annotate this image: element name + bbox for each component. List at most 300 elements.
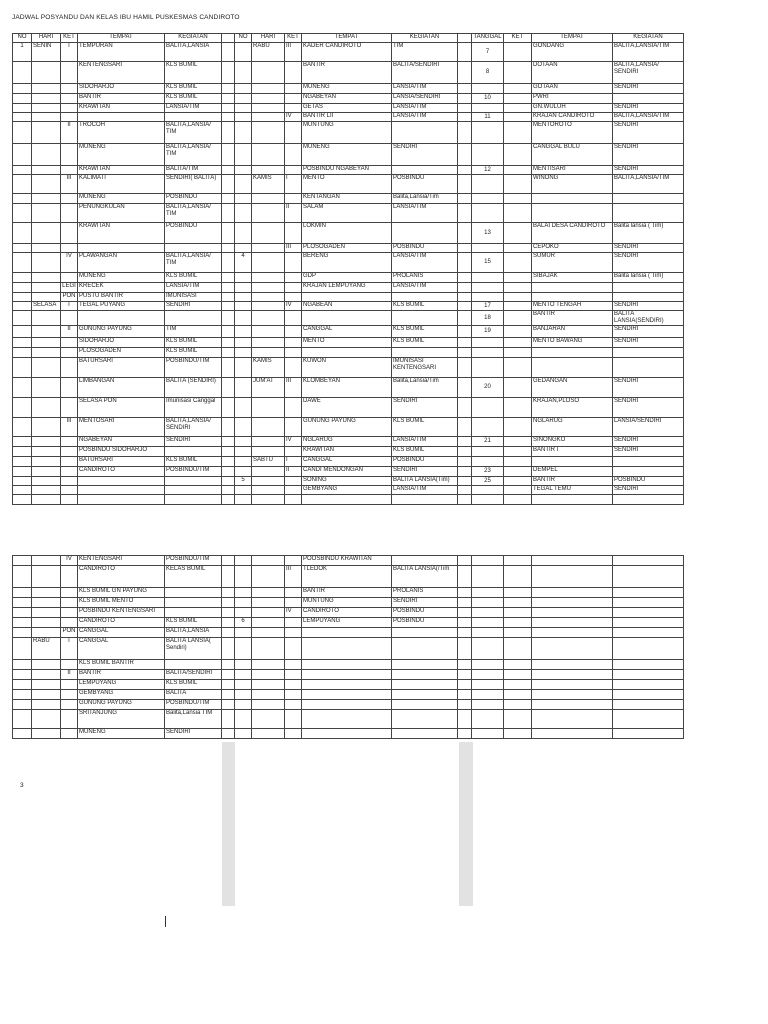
table-cell [235,598,252,608]
table-cell [252,338,285,348]
table-cell [285,398,302,418]
table-row [13,447,684,457]
table-cell [235,338,252,348]
table-cell: PON [61,628,78,638]
table-row [13,194,684,204]
column-header: KEGIATAN [165,34,222,43]
table-cell [472,104,504,113]
table-row [13,244,684,253]
table-cell [165,588,222,598]
table-cell [165,477,222,486]
table-cell [252,273,285,283]
text-cursor [165,916,166,927]
table-cell: SENDIRI [165,729,222,739]
table-cell [235,495,252,505]
table-cell [252,223,285,244]
table-cell [504,293,532,302]
table-cell [61,598,78,608]
table-cell: IV [61,556,78,566]
table-cell [613,293,684,302]
schedule-table-continued [12,555,684,739]
table-cell [532,628,613,638]
table-cell: KENTANGAN [302,194,392,204]
table-cell: Imunisasi Canggal [165,398,222,418]
table-cell [285,293,302,302]
table-row [13,556,684,566]
table-cell [504,457,532,467]
table-cell: KELAS BUMIL [165,566,222,588]
table-cell [504,378,532,398]
table-cell [32,556,61,566]
column-header [222,34,235,43]
table-cell [302,729,392,739]
table-cell [235,588,252,598]
table-cell: SENDIRI [392,598,458,608]
table-cell [222,293,235,302]
table-cell [32,710,61,729]
table-cell [285,94,302,104]
table-cell: GEMBYANG [78,690,165,700]
table-cell [235,302,252,311]
table-cell [222,244,235,253]
table-cell: SENDIRI [165,437,222,447]
table-cell [285,253,302,273]
table-cell [222,358,235,378]
table-cell [13,326,32,338]
column-header: TEMPAT [532,34,613,43]
table-cell [61,338,78,348]
table-cell: KRAWITAN [302,447,392,457]
table-cell [235,556,252,566]
table-row [13,113,684,122]
table-cell [252,104,285,113]
table-cell: PLOSOGADEN [302,244,392,253]
table-cell [222,495,235,505]
table-row [13,122,684,144]
table-cell: III [285,378,302,398]
table-cell [13,457,32,467]
table-cell [13,486,32,495]
table-cell: SIDOHARJO [78,84,165,94]
table-row [13,618,684,628]
table-cell: 15 [472,253,504,273]
table-cell [472,398,504,418]
table-cell [222,628,235,638]
table-cell: SENDIRI [613,378,684,398]
table-cell [472,293,504,302]
table-cell [13,566,32,588]
table-cell: SELASA PON [78,398,165,418]
table-cell [458,598,472,608]
table-cell [392,348,458,358]
table-cell [32,398,61,418]
table-cell [252,680,285,690]
table-cell [613,690,684,700]
table-cell [13,670,32,680]
table-cell [504,566,532,588]
table-cell [504,273,532,283]
table-cell [285,194,302,204]
table-cell: SENDIRI [165,302,222,311]
table-cell [13,729,32,739]
table-cell [13,244,32,253]
table-cell [392,638,458,660]
table-cell [252,253,285,273]
table-cell [235,104,252,113]
table-cell: 21 [472,437,504,447]
table-cell: LANSIA/SENDIRI [613,418,684,437]
table-cell [252,638,285,660]
table-cell [532,700,613,710]
table-cell: SENDIRI [392,144,458,166]
table-cell: I [61,43,78,62]
table-cell [61,273,78,283]
table-cell [392,223,458,244]
table-row [13,467,684,477]
table-cell [472,486,504,495]
table-cell: LANSIA/TIM [392,113,458,122]
table-cell [504,326,532,338]
table-cell: TEGAL TEMU [532,486,613,495]
table-cell: BERENG [302,253,392,273]
table-cell: III [285,43,302,62]
table-cell [458,302,472,311]
table-cell [32,122,61,144]
table-cell [285,223,302,244]
table-cell: SALAM [302,204,392,223]
table-cell: I [61,302,78,311]
table-cell: BALITA,LANSIA/TIM [613,175,684,194]
column-header: TEMPAT [302,34,392,43]
table-cell: KLS BUMIL [392,447,458,457]
table-cell [458,348,472,358]
table-row [13,378,684,398]
table-cell [472,638,504,660]
table-cell [32,144,61,166]
table-cell [13,204,32,223]
table-cell [32,244,61,253]
table-cell [458,253,472,273]
table-cell: DAWE [302,398,392,418]
table-cell [472,447,504,457]
table-cell [61,437,78,447]
table-cell [532,618,613,628]
table-cell [458,358,472,378]
table-cell: JUM'AT [252,378,285,398]
table-cell [32,628,61,638]
table-cell [613,608,684,618]
table-cell: PLAWANGAN [78,253,165,273]
table-cell: BALITA,LANSIA/ TIM [165,204,222,223]
table-cell [252,467,285,477]
table-row [13,495,684,505]
table-cell: BANTIR [532,311,613,326]
table-cell [13,608,32,618]
table-cell [504,122,532,144]
table-row [13,175,684,194]
table-cell [472,729,504,739]
table-cell [13,495,32,505]
table-cell [222,253,235,273]
table-cell [13,338,32,348]
table-cell [472,598,504,608]
table-cell [392,729,458,739]
table-cell: KAMIS [252,175,285,194]
table-cell [285,348,302,358]
table-cell [13,710,32,729]
table-cell [532,588,613,598]
table-cell [165,495,222,505]
table-row [13,598,684,608]
table-cell: PUSTU BANTIR [78,293,165,302]
table-cell [613,457,684,467]
table-cell: MUNTUNG [302,598,392,608]
table-row [13,660,684,670]
table-cell: II [61,670,78,680]
table-cell [222,144,235,166]
table-cell [235,311,252,326]
table-cell: MUNENG [78,729,165,739]
table-row [13,84,684,94]
table-cell [285,680,302,690]
table-row [13,326,684,338]
table-cell [613,588,684,598]
table-cell [222,729,235,739]
table-cell: POSBINDU [392,618,458,628]
table-cell [252,566,285,588]
table-cell: LANSIA/TIM [392,283,458,293]
table-cell [458,495,472,505]
table-cell [235,113,252,122]
table-cell [235,144,252,166]
table-cell [32,348,61,358]
table-cell [472,283,504,293]
table-cell [302,348,392,358]
table-cell [285,495,302,505]
table-cell [61,447,78,457]
table-cell [61,729,78,739]
table-cell: NGABEYAN [78,437,165,447]
table-cell [532,495,613,505]
table-cell [458,700,472,710]
table-cell [504,495,532,505]
table-cell: KRAWITAN [78,223,165,244]
table-cell [13,122,32,144]
table-cell [252,477,285,486]
table-cell: BALITA,LANSIA [165,628,222,638]
table-cell: POSBINDU [392,457,458,467]
table-cell: POSBINDU [392,608,458,618]
table-cell: NGABEAN [302,302,392,311]
table-cell [613,638,684,660]
table-cell [235,358,252,378]
table-cell [252,302,285,311]
table-cell [302,700,392,710]
table-cell: KAMIS [252,358,285,378]
column-header: TANGGAL [472,34,504,43]
table-cell [165,311,222,326]
table-cell [252,608,285,618]
table-cell [613,566,684,588]
table-cell: MENTOROTO [532,122,613,144]
table-cell [285,690,302,700]
table-cell [285,598,302,608]
table-cell [78,113,165,122]
table-cell [32,477,61,486]
table-cell [472,588,504,598]
table-cell [504,729,532,739]
table-cell [302,293,392,302]
table-cell: GOTAAN [532,84,613,94]
table-cell [285,166,302,175]
table-cell [472,338,504,348]
table-cell: GEMBYANG [302,486,392,495]
table-cell [13,144,32,166]
table-cell: PENUNGKULAN [78,204,165,223]
table-cell [13,302,32,311]
table-cell [285,418,302,437]
page-number: 3 [20,782,24,789]
table-cell: Balita lansia ( Tim) [613,273,684,283]
table-cell [458,166,472,175]
table-cell [613,618,684,628]
column-header: TEMPAT [78,34,165,43]
table-cell [285,144,302,166]
table-cell [613,283,684,293]
table-cell: KRAJAN,PLOSO [532,398,613,418]
table-cell [32,62,61,84]
table-cell [392,680,458,690]
table-row [13,43,684,62]
table-cell [235,244,252,253]
table-cell: KLS BUMIL BANTIR [78,660,165,670]
table-cell [613,660,684,670]
table-cell [222,273,235,283]
table-cell [392,166,458,175]
table-cell [472,680,504,690]
table-cell [32,378,61,398]
table-cell: LANSIA/TIM [392,253,458,273]
table-cell [504,253,532,273]
table-cell [222,326,235,338]
table-cell [458,398,472,418]
table-cell: KLS BUMIL [165,680,222,690]
table-cell [222,43,235,62]
table-cell: BALITA LANSIA(SENDIRI) [613,311,684,326]
table-cell: Balita,Lansia TIM [165,710,222,729]
table-cell [13,467,32,477]
table-cell [392,495,458,505]
table-cell: NGLARUG [532,418,613,437]
table-cell: SUMUR [532,253,613,273]
table-cell: POSBINDU [165,194,222,204]
table-cell [252,556,285,566]
table-cell [13,618,32,628]
table-cell: LANSIA/TIM [392,486,458,495]
table-cell: GUNUNG PAYUNG [78,326,165,338]
table-cell [252,244,285,253]
table-cell [61,113,78,122]
table-cell [235,62,252,84]
table-cell [13,223,32,244]
table-cell: IV [61,253,78,273]
table-cell [61,62,78,84]
table-cell [61,104,78,113]
table-cell [13,113,32,122]
table-cell [532,729,613,739]
table-cell [61,486,78,495]
table-cell [32,457,61,467]
table-cell [222,378,235,398]
table-row [13,457,684,467]
schedule-body-main [13,43,684,505]
table-cell [285,122,302,144]
column-header: KET [285,34,302,43]
table-cell: GEDANGAN [532,378,613,398]
table-row [13,338,684,348]
table-cell [458,293,472,302]
table-cell [458,556,472,566]
table-cell [392,700,458,710]
table-cell [285,84,302,94]
table-cell: IV [285,437,302,447]
table-cell: CANDI MENDONGAN [302,467,392,477]
table-cell [392,670,458,680]
table-cell [613,628,684,638]
table-cell [61,378,78,398]
table-cell [285,588,302,598]
table-cell [78,477,165,486]
table-cell [32,113,61,122]
table-cell [78,486,165,495]
table-cell: MUNENG [78,273,165,283]
table-cell [458,680,472,690]
table-cell [302,495,392,505]
table-cell: RABU [252,43,285,62]
table-cell [472,348,504,358]
table-cell: SENDIRI [613,486,684,495]
table-cell: IMUNISASI [165,293,222,302]
table-cell [285,618,302,628]
table-cell: BALITA,LANSIA/ SENDIRI [165,418,222,437]
table-cell [613,598,684,608]
table-cell: 11 [472,113,504,122]
table-cell: BATURSARI [78,457,165,467]
table-cell [458,338,472,348]
table-cell [532,457,613,467]
table-cell [302,311,392,326]
table-row [13,729,684,739]
table-cell: POSBINDU NGABEYAN [302,166,392,175]
table-cell [235,204,252,223]
table-cell: KLS BUMIL [392,338,458,348]
table-cell: KADER CANDIROTO [302,43,392,62]
table-cell: NGLARUG [302,437,392,447]
table-cell: 1 [13,43,32,62]
table-cell [222,437,235,447]
table-cell [504,175,532,194]
table-cell: KLS BUMIL [165,338,222,348]
gray-column-strip [222,742,235,906]
table-cell [252,113,285,122]
column-header: KEGIATAN [392,34,458,43]
table-row [13,302,684,311]
table-cell [61,608,78,618]
table-cell [235,690,252,700]
table-cell [32,311,61,326]
table-cell: BALITA/SENDIRI [392,62,458,84]
table-cell [285,283,302,293]
